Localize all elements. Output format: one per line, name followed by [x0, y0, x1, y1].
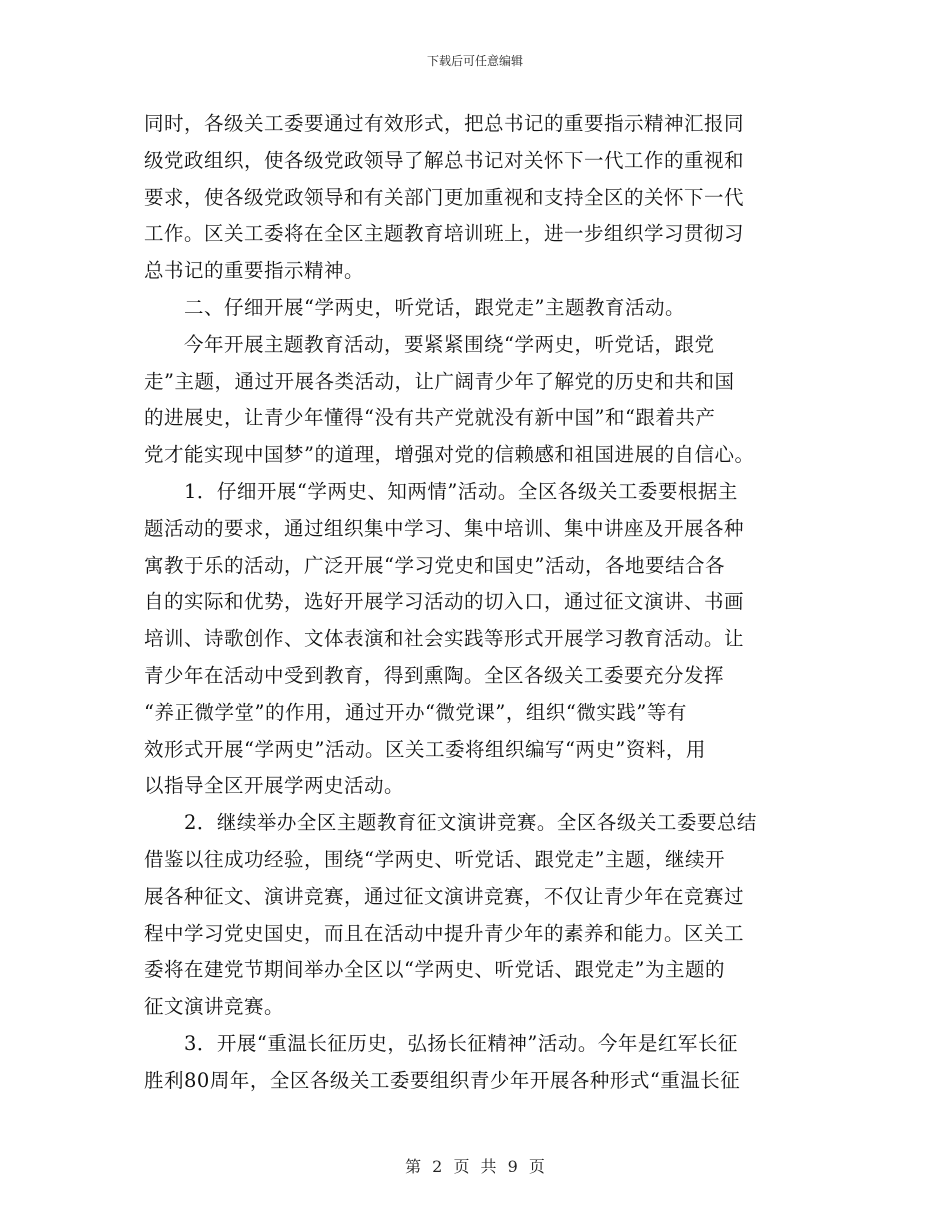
- text-line: 工作。区关工委将在全区主题教育培训班上，进一步组织学习贯彻习: [144, 222, 745, 246]
- text-line: 题活动的要求，通过组织集中学习、集中培训、集中讲座及开展各种: [144, 516, 745, 540]
- text-line: 效形式开展“学两史”活动。区关工委将组织编写“两史”资料，用: [144, 737, 706, 761]
- text-line: “养正微学堂”的作用，通过开办“微党课”，组织“微实践”等有: [144, 700, 687, 724]
- text-line: 借鉴以往成功经验，围绕“学两史、听党话、跟党走”主题，继续开: [144, 847, 725, 871]
- text-line: 总书记的重要指示精神。: [144, 259, 365, 283]
- document-body: [144, 106, 808, 1100]
- text-line: 青少年在活动中受到教育，得到熏陶。全区各级关工委要充分发挥: [144, 663, 725, 687]
- text-line: 胜利80周年，全区各级关工委要组织青少年开展各种形式“重温长征: [144, 1068, 741, 1092]
- text-line: 征文演讲竞赛。: [144, 995, 285, 1019]
- text-line: 委将在建党节期间举办全区以“学两史、听党话、跟党走”为主题的: [144, 958, 725, 982]
- text-line: 1．仔细开展“学两史、知两情”活动。全区各级关工委要根据主: [144, 479, 738, 503]
- text-line: 的进展史，让青少年懂得“没有共产党就没有新中国”和“跟着共产: [144, 406, 716, 430]
- text-line: 同时，各级关工委要通过有效形式，把总书记的重要指示精神汇报同: [144, 112, 745, 135]
- text-line: 寓教于乐的活动，广泛开展“学习党史和国史”活动，各地要结合各: [144, 553, 725, 577]
- text-line: 走”主题，通过开展各类活动，让广阔青少年了解党的历史和共和国: [144, 369, 735, 393]
- page-header-note: 下载后可任意编辑: [426, 54, 523, 68]
- text-line: 2．继续举办全区主题教育征文演讲竞赛。全区各级关工委要总结: [144, 811, 757, 835]
- text-line: 党才能实现中国梦”的道理，增强对党的信赖感和祖国进展的自信心。: [144, 443, 755, 467]
- text-line: 3．开展“重温长征历史，弘扬长征精神”活动。今年是红军长征: [144, 1031, 738, 1055]
- text-line: 要求，使各级党政领导和有关部门更加重视和支持全区的关怀下一代: [144, 185, 745, 209]
- text-line: 自的实际和优势，选好开展学习活动的切入口，通过征文演讲、书画: [144, 590, 745, 614]
- text-line: 以指导全区开展学两史活动。: [144, 774, 405, 798]
- page-number-footer: 第 2 页 共 9 页: [405, 1157, 545, 1176]
- text-line: 程中学习党史国史，而且在活动中提升青少年的素养和能力。区关工: [144, 921, 745, 945]
- section-heading: 二、仔细开展“学两史，听党话，跟党走”主题教育活动。: [144, 295, 685, 319]
- text-line: 培训、诗歌创作、文体表演和社会实践等形式开展学习教育活动。让: [144, 627, 745, 651]
- text-line: 展各种征文、演讲竞赛，通过征文演讲竞赛，不仅让青少年在竞赛过: [144, 884, 745, 908]
- text-line: 今年开展主题教育活动，要紧紧围绕“学两史，听党话，跟党: [144, 332, 715, 356]
- text-line: 级党政组织，使各级党政领导了解总书记对关怀下一代工作的重视和: [144, 148, 745, 172]
